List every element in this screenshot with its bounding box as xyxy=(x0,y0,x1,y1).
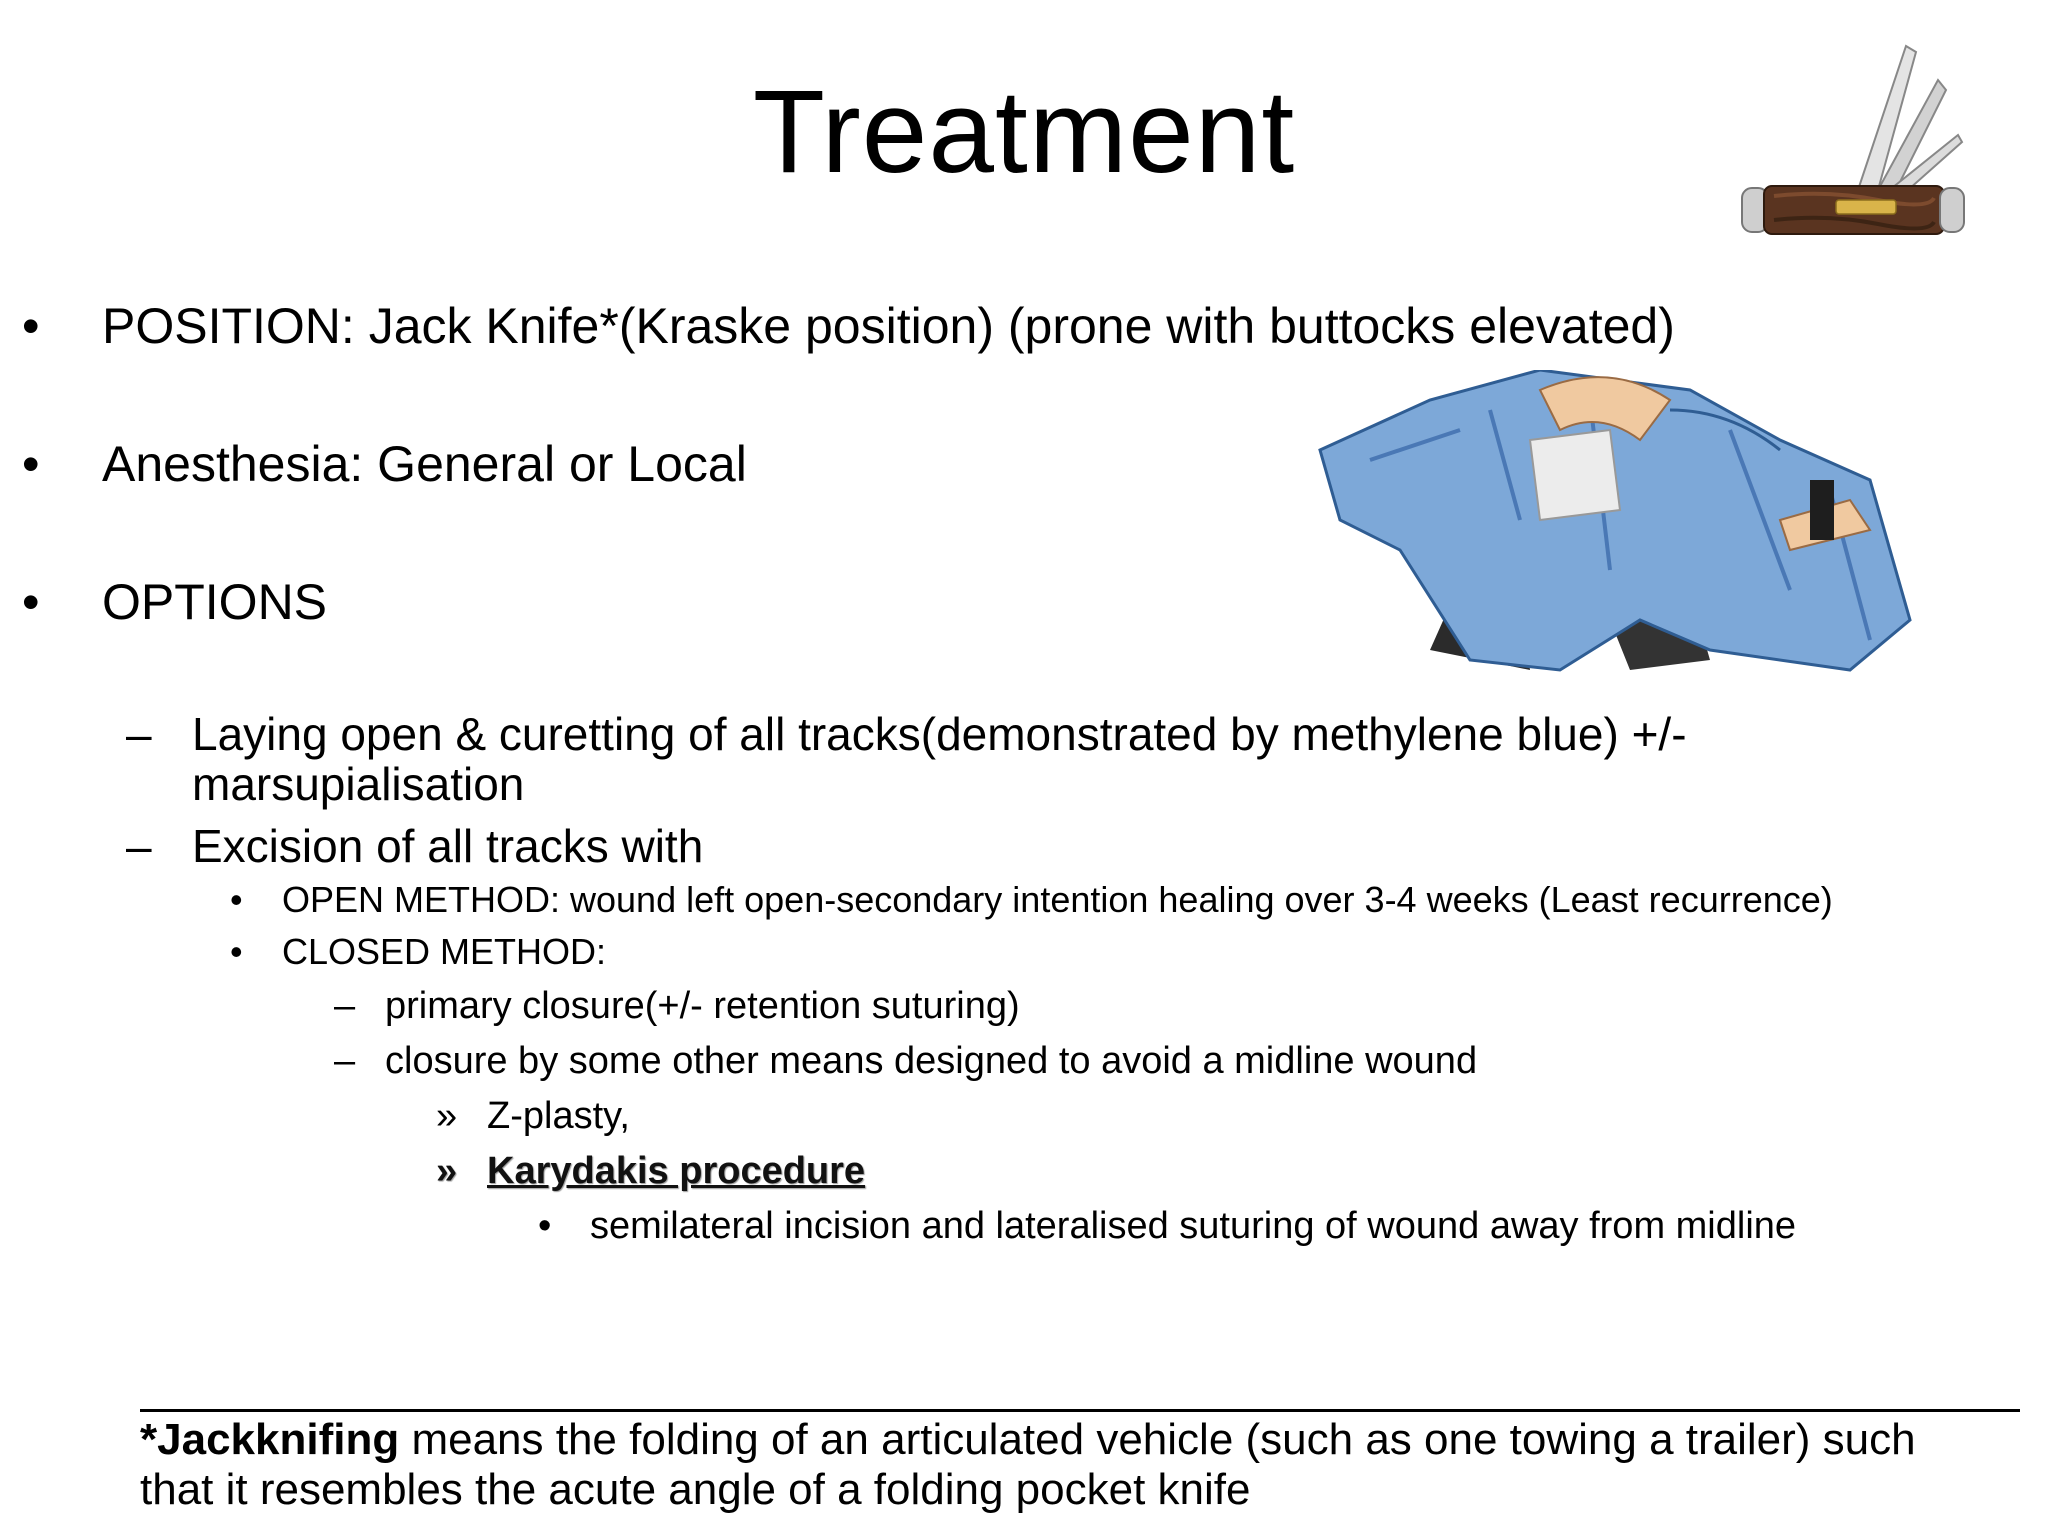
footer-note xyxy=(140,1415,2040,1515)
other-closure: closure by some other means designed to avoid a midline wound xyxy=(385,1040,1478,1082)
option-excision: Excision of all tracks with xyxy=(192,820,704,872)
z-plasty: Z-plasty, xyxy=(487,1095,630,1137)
semilateral-incision: semilateral incision and lateralised suturing of wound away from midline xyxy=(590,1205,1797,1247)
bullet-marker: • xyxy=(538,1205,552,1247)
raquo-marker: » xyxy=(436,1095,458,1137)
closed-method: CLOSED METHOD: xyxy=(282,931,607,972)
option-laying-open-line1: Laying open & curetting of all tracks(demonstrated by methylene blue) +/- xyxy=(192,708,1687,760)
bullet-marker: • xyxy=(22,436,40,492)
bullet-marker: • xyxy=(22,574,40,630)
raquo-marker: » xyxy=(436,1150,458,1192)
dash-marker: – xyxy=(126,820,152,872)
open-method: OPEN METHOD: wound left open-secondary intention healing over 3-4 weeks (Least recurrence) xyxy=(282,879,1833,920)
slide-title: Treatment xyxy=(752,66,1296,198)
dash-marker: – xyxy=(334,1040,356,1082)
bullet-marker: • xyxy=(230,931,243,972)
karydakis-link[interactable]: Karydakis procedure xyxy=(487,1150,866,1192)
primary-closure: primary closure(+/- retention suturing) xyxy=(385,985,1020,1027)
dash-marker: – xyxy=(334,985,356,1027)
bullet-marker: • xyxy=(22,298,40,354)
footer-term: *Jackknifing xyxy=(140,1415,400,1464)
dash-marker: – xyxy=(126,708,152,760)
option-laying-open-line2: marsupialisation xyxy=(192,758,525,810)
footer-line-2: that it resembles the acute angle of a folding pocket knife xyxy=(140,1465,1251,1514)
footer-line1-rest: means the folding of an articulated vehicle (such as one towing a trailer) such xyxy=(399,1415,1916,1464)
footer-divider xyxy=(140,1409,2020,1412)
bullet-anesthesia: Anesthesia: General or Local xyxy=(102,436,747,492)
bullet-position: POSITION: Jack Knife*(Kraske position) (prone with buttocks elevated) xyxy=(102,298,1675,354)
jackknife-position-illustration xyxy=(1310,370,1930,690)
bullet-marker: • xyxy=(230,879,243,920)
footer-line-1 xyxy=(140,1415,2040,1465)
bullet-options: OPTIONS xyxy=(102,574,328,630)
pocket-knife-icon xyxy=(1728,40,1978,272)
